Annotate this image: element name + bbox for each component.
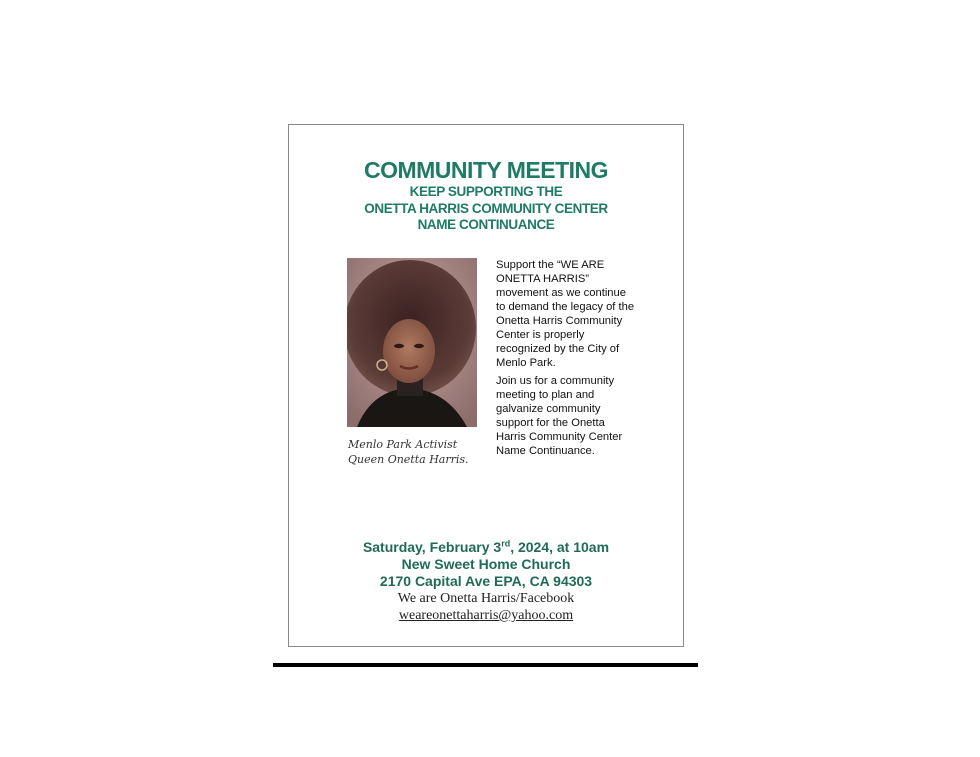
horizontal-rule	[273, 663, 698, 667]
subtitle-line-1: KEEP SUPPORTING THE	[409, 184, 563, 199]
date-suffix: rd	[501, 538, 511, 549]
caption-line-1: Menlo Park Activist	[348, 438, 458, 451]
flyer	[288, 124, 684, 647]
event-venue: New Sweet Home Church	[401, 556, 571, 572]
body-text	[496, 258, 636, 462]
subtitle-line-3: NAME CONTINUANCE	[417, 217, 555, 232]
support-paragraph: Support the “WE ARE ONETTA HARRIS” movement as we continue to demand the legacy of the Onetta Harris Community Center is properly recognized by the City of Menlo Park.	[496, 259, 635, 369]
facebook-text: We are Onetta Harris/Facebook	[397, 591, 575, 606]
event-address: 2170 Capital Ave EPA, CA 94303	[379, 573, 593, 589]
photo-caption	[348, 437, 488, 467]
date-rest: , 2024, at 10am	[510, 539, 610, 555]
event-details	[289, 539, 683, 624]
flyer-subtitle	[289, 184, 683, 234]
email-link[interactable]: weareonettaharris@yahoo.com	[398, 608, 574, 623]
portrait-photo	[347, 258, 477, 427]
flyer-title: COMMUNITY MEETING	[363, 157, 609, 183]
subtitle-line-2: ONETTA HARRIS COMMUNITY CENTER	[364, 200, 608, 216]
join-paragraph: Join us for a community meeting to plan and galvanize community support for the Onetta Harris Community Center Name Continuance.	[496, 375, 623, 457]
event-date	[289, 539, 683, 556]
caption-line-2: Queen Onetta Harris.	[348, 453, 469, 466]
date-prefix: Saturday, February 3	[362, 539, 502, 555]
